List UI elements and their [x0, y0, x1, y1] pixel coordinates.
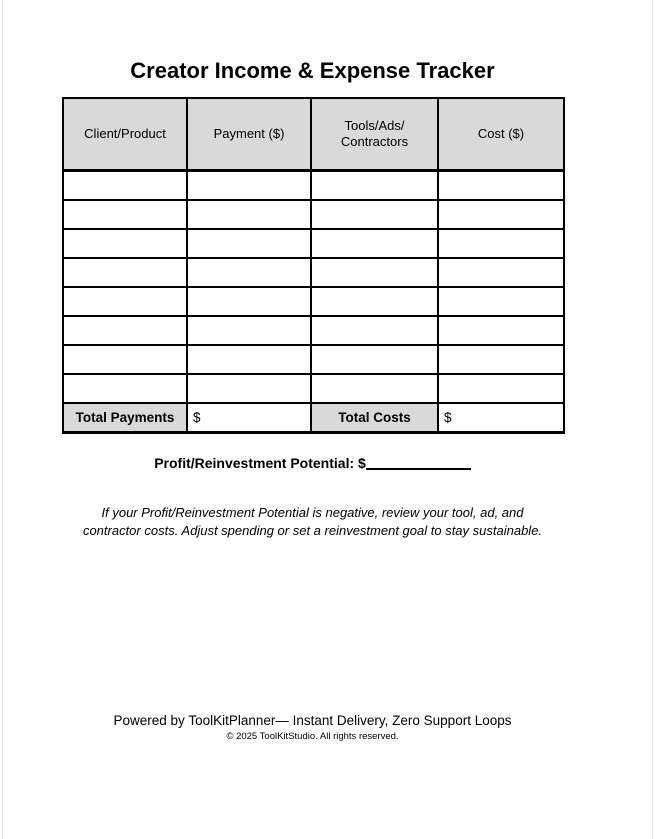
empty-cell [311, 345, 438, 374]
empty-cell [187, 258, 311, 287]
empty-cell [438, 287, 564, 316]
total-costs-label: Total Costs [311, 403, 438, 433]
totals-row [63, 403, 564, 433]
empty-cell [63, 374, 187, 403]
income-expense-table [62, 97, 565, 434]
empty-cell [63, 200, 187, 229]
empty-cell [438, 345, 564, 374]
footer-copyright: © 2025 ToolKitStudio. All rights reserved. [226, 731, 399, 742]
empty-cell [438, 200, 564, 229]
empty-cell [63, 229, 187, 258]
profit-label: Profit/Reinvestment Potential: $ [154, 455, 366, 471]
empty-data-row [63, 345, 564, 374]
empty-cell [311, 200, 438, 229]
empty-cell [187, 229, 311, 258]
empty-cell [63, 258, 187, 287]
empty-data-row [63, 258, 564, 287]
empty-cell [63, 345, 187, 374]
footer [62, 712, 563, 743]
total-payments-value: $ [187, 403, 311, 433]
column-header-client-product: Client/Product [63, 98, 187, 171]
document-page [62, 0, 563, 839]
empty-cell [187, 287, 311, 316]
empty-data-row [63, 316, 564, 345]
advice-note: If your Profit/Reinvestment Potential is negative, review your tool, ad, and contractor costs. Adjust spending or set a reinvestment goal to stay sustainable. [82, 505, 543, 538]
empty-cell [438, 229, 564, 258]
empty-cell [438, 374, 564, 403]
empty-data-row [63, 200, 564, 229]
empty-cell [311, 258, 438, 287]
empty-cell [187, 374, 311, 403]
empty-data-row [63, 287, 564, 316]
column-header-cost: Cost ($) [438, 98, 564, 171]
empty-cell [311, 374, 438, 403]
empty-cell [63, 287, 187, 316]
empty-cell [63, 316, 187, 345]
empty-data-row [63, 229, 564, 258]
profit-line [62, 455, 563, 471]
table-body [63, 171, 564, 433]
profit-blank-line [366, 455, 471, 470]
empty-cell [311, 171, 438, 201]
page-title: Creator Income & Expense Tracker [130, 58, 495, 83]
column-header-payment: Payment ($) [187, 98, 311, 171]
empty-cell [438, 258, 564, 287]
empty-cell [311, 287, 438, 316]
empty-cell [438, 171, 564, 201]
empty-cell [311, 229, 438, 258]
empty-cell [187, 345, 311, 374]
empty-cell [63, 171, 187, 201]
total-payments-label: Total Payments [63, 403, 187, 433]
empty-data-row [63, 374, 564, 403]
footer-powered-by: Powered by ToolKitPlanner— Instant Delivery, Zero Support Loops [113, 713, 512, 728]
empty-cell [187, 316, 311, 345]
total-costs-value: $ [438, 403, 564, 433]
empty-cell [187, 171, 311, 201]
empty-cell [438, 316, 564, 345]
empty-cell [187, 200, 311, 229]
empty-cell [311, 316, 438, 345]
table-header-row [63, 98, 564, 171]
empty-data-row [63, 171, 564, 201]
column-header-tools-ads-contractors: Tools/Ads/ Contractors [311, 98, 438, 171]
